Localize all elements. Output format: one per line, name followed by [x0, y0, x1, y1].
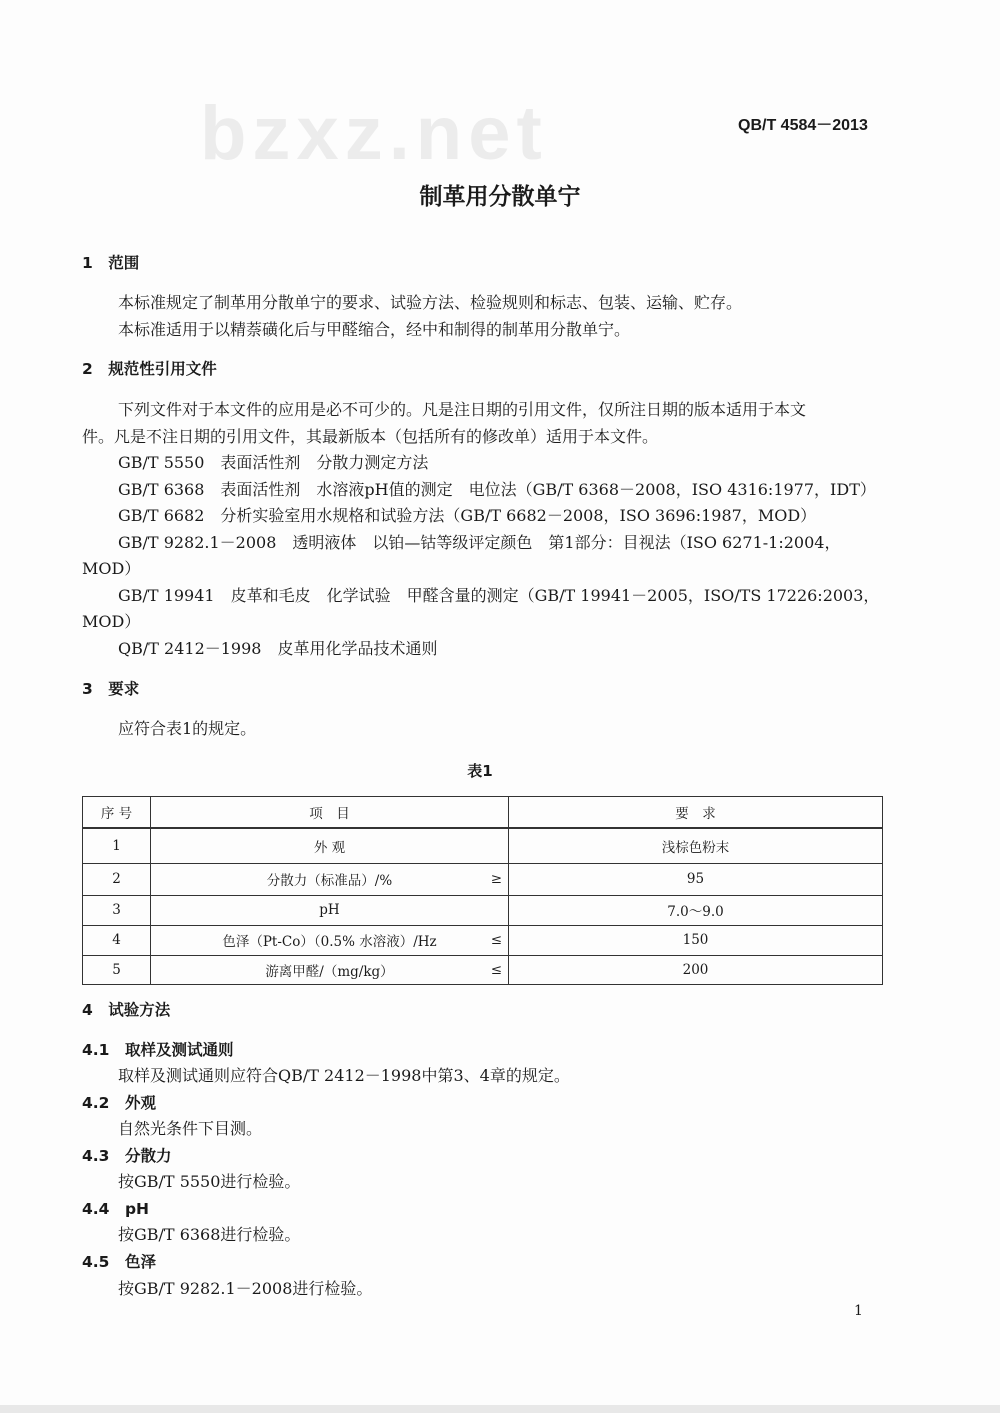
item-label: 分散力（标准品）/% — [266, 873, 393, 889]
item-label: 游离甲醛/（mg/kg） — [265, 963, 394, 980]
cell-no: 5 — [83, 955, 151, 984]
page-edge — [0, 1405, 1000, 1413]
section-2-heading: 2 规范性引用文件 — [82, 360, 217, 378]
subsection-heading: 4.4 pH — [82, 1200, 150, 1218]
document-title: 制革用分散单宁 — [419, 184, 581, 210]
cell-item — [151, 895, 509, 925]
cell-item — [151, 828, 509, 863]
paragraph: 自然光条件下目测。 — [118, 1119, 263, 1138]
reference-item: GB/T 9282.1－2008 透明液体 以铂—钴等级评定颜色 第1部分：目视法（ISO 6271-1:2004， — [118, 533, 841, 552]
cell-no: 1 — [83, 828, 151, 863]
cell-requirement: 95 — [509, 863, 883, 895]
header-cell: 项 目 — [151, 797, 509, 829]
header-cell: 要 求 — [509, 797, 883, 829]
paragraph: 下列文件对于本文件的应用是必不可少的。凡是注日期的引用文件，仅所注日期的版本适用于本文 — [118, 400, 807, 419]
paragraph: 本标准适用于以精萘磺化后与甲醛缩合，经中和制得的制革用分散单宁。 — [118, 320, 631, 339]
cell-item — [151, 863, 509, 895]
table-row — [83, 895, 883, 925]
cell-no: 4 — [83, 925, 151, 955]
document-number: QB/T 4584－2013 — [738, 117, 868, 134]
cell-requirement: 200 — [509, 955, 883, 984]
cell-no: 3 — [83, 895, 151, 925]
comparison-sign: ≤ — [490, 932, 502, 948]
cell-requirement: 7.0～9.0 — [509, 895, 883, 925]
table-row — [83, 828, 883, 863]
requirements-table — [82, 796, 883, 985]
paragraph: 本标准规定了制革用分散单宁的要求、试验方法、检验规则和标志、包装、运输、贮存。 — [118, 293, 743, 312]
comparison-sign: ≥ — [490, 871, 502, 887]
subsection-heading: 4.5 色泽 — [82, 1253, 156, 1271]
paragraph: 取样及测试通则应符合QB/T 2412－1998中第3、4章的规定。 — [118, 1066, 570, 1085]
table-row — [83, 925, 883, 955]
subsection-heading: 4.2 外观 — [82, 1094, 156, 1112]
section-3-heading: 3 要求 — [82, 680, 140, 698]
comparison-sign: ≤ — [490, 961, 502, 978]
table-caption: 表1 — [467, 762, 493, 780]
section-1-heading: 1 范围 — [82, 254, 140, 272]
watermark: bzxz.net — [200, 91, 548, 176]
item-label: 外 观 — [313, 839, 346, 856]
reference-item: QB/T 2412－1998 皮革用化学品技术通则 — [118, 639, 438, 658]
subsection-heading: 4.3 分散力 — [82, 1147, 172, 1165]
paragraph: 按GB/T 5550进行检验。 — [118, 1172, 301, 1191]
table-header-row — [83, 797, 883, 829]
page-number: 1 — [854, 1303, 863, 1319]
paragraph: 件。凡是不注日期的引用文件，其最新版本（包括所有的修改单）适用于本文件。 — [82, 427, 659, 446]
cell-item — [151, 925, 509, 955]
reference-item: GB/T 19941 皮革和毛皮 化学试验 甲醛含量的测定（GB/T 19941－2005，ISO/TS 17226:2003， — [118, 586, 880, 605]
table-row — [83, 955, 883, 984]
section-4-heading: 4 试验方法 — [82, 1001, 171, 1019]
cell-requirement: 浅棕色粉末 — [509, 828, 883, 863]
reference-item: GB/T 5550 表面活性剂 分散力测定方法 — [118, 453, 429, 472]
cell-requirement: 150 — [509, 925, 883, 955]
paragraph: 按GB/T 6368进行检验。 — [118, 1225, 301, 1244]
reference-item-cont: MOD） — [82, 559, 141, 578]
item-label: 色泽（Pt-Co）（0.5% 水溶液）/Hz — [222, 934, 437, 950]
reference-item-cont: MOD） — [82, 612, 141, 631]
header-cell: 序 号 — [83, 797, 151, 829]
paragraph: 应符合表1的规定。 — [118, 719, 257, 738]
item-label: pH — [319, 902, 340, 918]
cell-item — [151, 955, 509, 984]
table-row — [83, 863, 883, 895]
cell-no: 2 — [83, 863, 151, 895]
reference-item: GB/T 6368 表面活性剂 水溶液pH值的测定 电位法（GB/T 6368－2008，ISO 4316:1977，IDT） — [118, 480, 876, 499]
reference-item: GB/T 6682 分析实验室用水规格和试验方法（GB/T 6682－2008，ISO 3696:1987，MOD） — [118, 506, 817, 525]
paragraph: 按GB/T 9282.1－2008进行检验。 — [118, 1279, 373, 1298]
subsection-heading: 4.1 取样及测试通则 — [82, 1041, 234, 1059]
